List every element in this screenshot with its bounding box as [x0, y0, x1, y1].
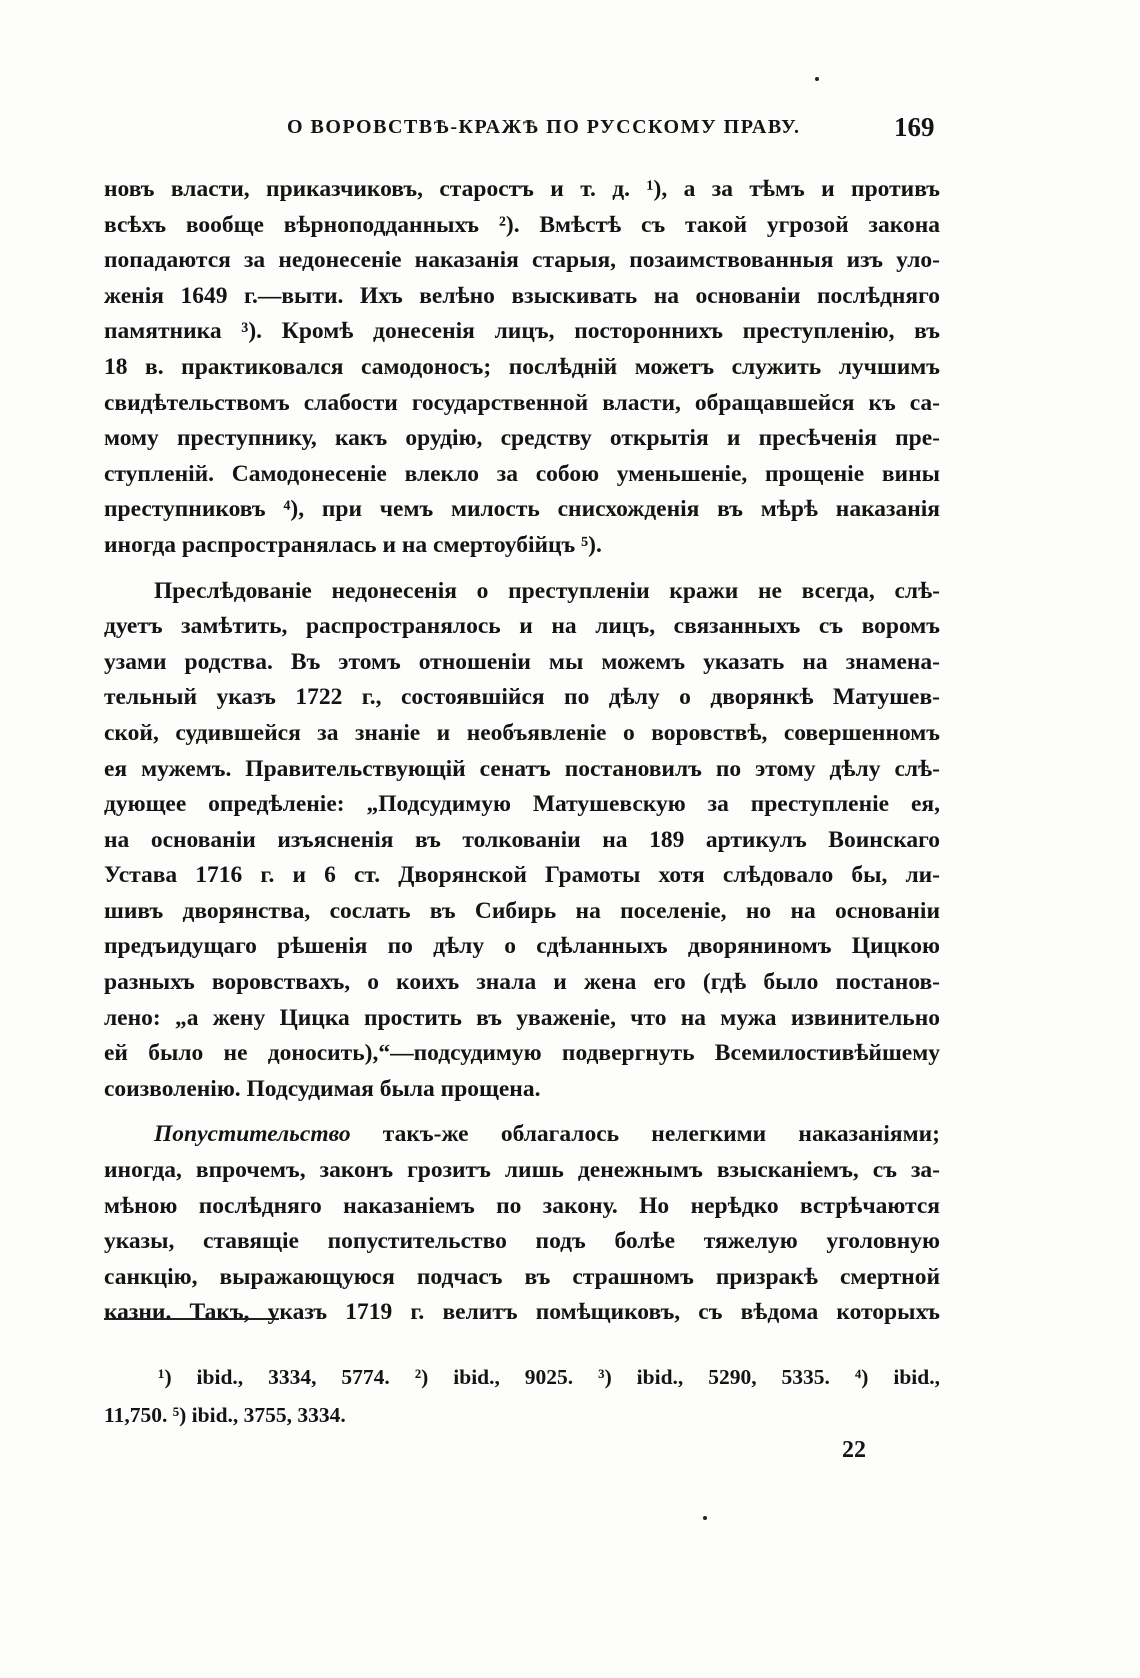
- text-line-rest: такъ-же облагалось нелегкими наказаніями;: [382, 1121, 940, 1148]
- text-line: на основаніи изъясненія въ толкованіи на 189 артикулъ Воинскаго: [104, 826, 940, 853]
- text-line: указы, ставящіе попустительство подъ болѣе тяжелую уголовную: [104, 1228, 940, 1255]
- text-line: тельный указъ 1722 г., состоявшійся по дѣлу о дворянкѣ Матушев-: [104, 684, 940, 711]
- text-line: шивъ дворянства, сослать въ Сибирь на поселеніе, но на основаніи: [104, 897, 940, 924]
- text-line: дуетъ замѣтить, распространялось и на лицъ, связанныхъ съ воромъ: [104, 613, 940, 640]
- text-line: попадаются за недонесеніе наказанія старыя, позаимствованныя изъ уло-: [104, 247, 940, 274]
- body-text: [104, 172, 940, 1331]
- page-number: 169: [894, 112, 935, 142]
- text-line: лено: „а жену Цицка простить въ уваженіе, что на мужа извинительно: [104, 1004, 940, 1031]
- text-line: свидѣтельствомъ слабости государственной власти, обращавшейся къ са-: [104, 389, 940, 416]
- text-line: ея мужемъ. Правительствующій сенатъ постановилъ по этому дѣлу слѣ-: [104, 755, 940, 782]
- text-line: Устава 1716 г. и 6 ст. Дворянской Грамоты хотя слѣдовало бы, ли-: [104, 862, 940, 889]
- signature-mark: 22: [842, 1437, 866, 1463]
- running-head: [0, 112, 1140, 146]
- text-line: женія 1649 г.—выти. Ихъ велѣно взыскивать на основаніи послѣдняго: [104, 282, 940, 309]
- text-line: мѣною послѣдняго наказаніемъ по закону. Но нерѣдко встрѣчаются: [104, 1192, 940, 1219]
- text-line: памятника ³). Кромѣ донесенія лицъ, постороннихъ преступленію, въ: [104, 318, 940, 345]
- text-line: мому преступнику, какъ орудію, средству открытія и пресѣченія пре-: [104, 425, 940, 452]
- print-speck: [703, 1516, 707, 1520]
- text-line: всѣхъ вообще вѣрноподданныхъ ²). Вмѣстѣ съ такой угрозой закона: [104, 211, 940, 238]
- text-line: иногда, впрочемъ, законъ грозитъ лишь денежнымъ взысканіемъ, съ за-: [104, 1157, 940, 1184]
- footnote-line: ¹) ibid., 3334, 5774. ²) ibid., 9025. ³) ibid., 5290, 5335. ⁴) ibid.,: [158, 1365, 940, 1389]
- footnotes: [104, 1358, 940, 1434]
- text-line: [104, 1117, 940, 1153]
- footnote-divider: [104, 1318, 279, 1320]
- italic-term: Попустительство: [154, 1121, 351, 1148]
- text-line: дующее опредѣленіе: „Подсудимую Матушевскую за преступленіе ея,: [104, 791, 940, 818]
- text-line: узами родства. Въ этомъ отношеніи мы можемъ указать на знамена-: [104, 648, 940, 675]
- print-speck: [815, 77, 819, 81]
- text-line: соизволенію. Подсудимая была прощена.: [104, 1075, 541, 1102]
- text-line: ской, судившейся за знаніе и необъявленіе о воровствѣ, совершенномъ: [104, 719, 940, 746]
- text-line: 18 в. практиковался самодоносъ; послѣдній можетъ служить лучшимъ: [104, 353, 940, 380]
- text-line: иногда распространялась и на смертоубійцъ ⁵).: [104, 531, 602, 558]
- text-line: Преслѣдованіе недонесенія о преступленіи кражи не всегда, слѣ-: [154, 577, 940, 604]
- running-title: О ВОРОВСТВѢ-КРАЖѢ ПО РУССКОМУ ПРАВУ.: [287, 116, 801, 138]
- text-line: преступниковъ ⁴), при чемъ милость снисхожденія въ мѣрѣ наказанія: [104, 496, 940, 523]
- text-line: казни. Такъ, указъ 1719 г. велитъ помѣщиковъ, съ вѣдома которыхъ: [104, 1299, 940, 1326]
- text-line: ступленій. Самодонесеніе влекло за собою уменьшеніе, прощеніе вины: [104, 460, 940, 487]
- text-line: ей было не доносить),“—подсудимую подвергнуть Всемилостивѣйшему: [104, 1040, 940, 1067]
- footnote-line: 11,750. ⁵) ibid., 3755, 3334.: [104, 1403, 346, 1427]
- text-line: санкцію, выражающуюся подчасъ въ страшномъ призракѣ смертной: [104, 1263, 940, 1290]
- text-line: новъ власти, приказчиковъ, старостъ и т. д. ¹), а за тѣмъ и противъ: [104, 176, 940, 202]
- text-line: разныхъ воровствахъ, о коихъ знала и жена его (гдѣ было постанов-: [104, 969, 940, 996]
- text-line: предъидущаго рѣшенія по дѣлу о сдѣланныхъ дворяниномъ Цицкою: [104, 933, 940, 960]
